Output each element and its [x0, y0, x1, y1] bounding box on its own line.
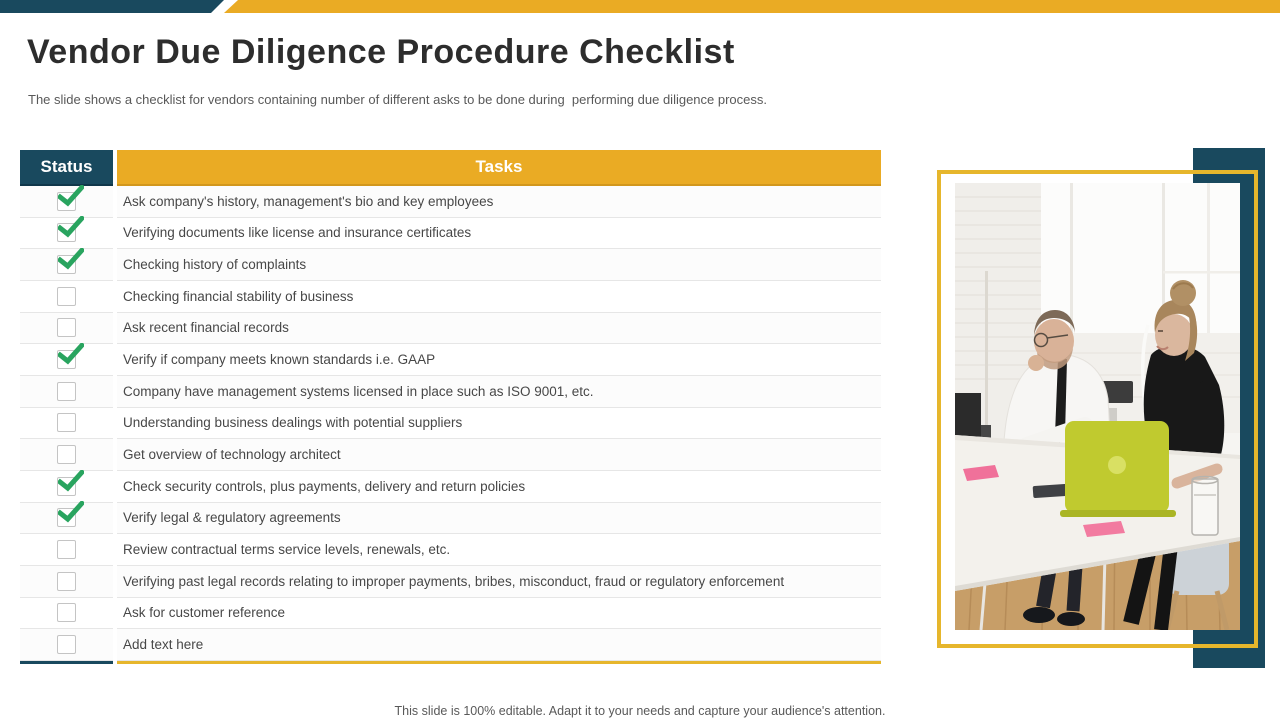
page-subtitle: The slide shows a checklist for vendors containing number of different asks to be done during performing due diligence process.: [28, 92, 768, 107]
status-cell: [20, 249, 113, 281]
status-checkbox[interactable]: [57, 477, 76, 496]
task-cell: [117, 598, 881, 630]
status-checkbox[interactable]: [57, 350, 76, 369]
table-row: [20, 471, 881, 503]
table-row: [20, 344, 881, 376]
checklist-table: [20, 150, 881, 664]
status-cell: [20, 376, 113, 408]
status-checkbox[interactable]: [57, 318, 76, 337]
task-cell: [117, 566, 881, 598]
status-cell: [20, 218, 113, 250]
table-bottom-border: [20, 661, 881, 664]
table-row: [20, 598, 881, 630]
status-cell: [20, 344, 113, 376]
task-label: Verify if company meets known standards i.e. GAAP: [123, 352, 436, 368]
table-row: [20, 439, 881, 471]
table-row: [20, 566, 881, 598]
status-cell: [20, 186, 113, 218]
table-row: [20, 313, 881, 345]
task-cell: [117, 218, 881, 250]
status-checkbox[interactable]: [57, 603, 76, 622]
tasks-bottom-border: [117, 661, 881, 664]
status-cell: [20, 313, 113, 345]
check-icon: [58, 248, 84, 270]
task-cell: [117, 471, 881, 503]
task-label: Add text here: [123, 637, 204, 653]
status-checkbox[interactable]: [57, 508, 76, 527]
check-icon: [58, 470, 84, 492]
table-body: [20, 186, 881, 661]
status-checkbox[interactable]: [57, 635, 76, 654]
task-label: Verify legal & regulatory agreements: [123, 510, 341, 526]
task-cell: [117, 503, 881, 535]
status-checkbox[interactable]: [57, 223, 76, 242]
tasks-column-header: Tasks: [117, 150, 881, 186]
task-label: Check security controls, plus payments, delivery and return policies: [123, 478, 526, 494]
task-label: Ask company's history, management's bio and key employees: [123, 193, 494, 209]
task-cell: [117, 249, 881, 281]
status-cell: [20, 281, 113, 313]
task-label: Checking financial stability of business: [123, 288, 354, 304]
status-checkbox[interactable]: [57, 192, 76, 211]
status-cell: [20, 503, 113, 535]
status-cell: [20, 629, 113, 661]
status-checkbox[interactable]: [57, 572, 76, 591]
status-cell: [20, 439, 113, 471]
check-icon: [58, 185, 84, 207]
table-row: [20, 281, 881, 313]
task-cell: [117, 408, 881, 440]
check-icon: [58, 216, 84, 238]
task-cell: [117, 439, 881, 471]
task-label: Verifying past legal records relating to improper payments, bribes, misconduct, fraud or regulatory enforcement: [123, 573, 785, 589]
status-cell: [20, 566, 113, 598]
task-label: Ask for customer reference: [123, 605, 286, 621]
task-label: Verifying documents like license and insurance certificates: [123, 225, 472, 241]
top-accent-bar-teal: [0, 0, 224, 13]
status-checkbox[interactable]: [57, 445, 76, 464]
footer-note: This slide is 100% editable. Adapt it to your needs and capture your audience's attention.: [394, 704, 886, 718]
task-cell: [117, 344, 881, 376]
table-row: [20, 534, 881, 566]
table-row: [20, 629, 881, 661]
task-cell: [117, 313, 881, 345]
status-bottom-border: [20, 661, 113, 664]
task-label: Review contractual terms service levels, renewals, etc.: [123, 542, 451, 558]
task-cell: [117, 186, 881, 218]
status-cell: [20, 408, 113, 440]
status-cell: [20, 598, 113, 630]
page-title: Vendor Due Diligence Procedure Checklist: [27, 33, 735, 71]
task-cell: [117, 534, 881, 566]
status-checkbox[interactable]: [57, 382, 76, 401]
check-icon: [58, 343, 84, 365]
status-cell: [20, 471, 113, 503]
table-row: [20, 503, 881, 535]
task-label: Get overview of technology architect: [123, 447, 341, 463]
status-checkbox[interactable]: [57, 255, 76, 274]
table-header: [20, 150, 881, 186]
task-label: Checking history of complaints: [123, 257, 307, 273]
task-label: Company have management systems licensed in place such as ISO 9001, etc.: [123, 383, 594, 399]
task-cell: [117, 281, 881, 313]
table-row: [20, 186, 881, 218]
task-label: Understanding business dealings with potential suppliers: [123, 415, 463, 431]
status-checkbox[interactable]: [57, 540, 76, 559]
top-accent-bar-yellow: [224, 0, 1280, 13]
status-cell: [20, 534, 113, 566]
table-row: [20, 408, 881, 440]
status-checkbox[interactable]: [57, 287, 76, 306]
status-column-header: Status: [20, 150, 113, 186]
check-icon: [58, 501, 84, 523]
office-photo: [955, 183, 1240, 630]
task-cell: [117, 376, 881, 408]
table-row: [20, 218, 881, 250]
table-row: [20, 249, 881, 281]
task-label: Ask recent financial records: [123, 320, 289, 336]
status-checkbox[interactable]: [57, 413, 76, 432]
office-photo-illustration: [955, 183, 1240, 630]
task-cell: [117, 629, 881, 661]
table-row: [20, 376, 881, 408]
